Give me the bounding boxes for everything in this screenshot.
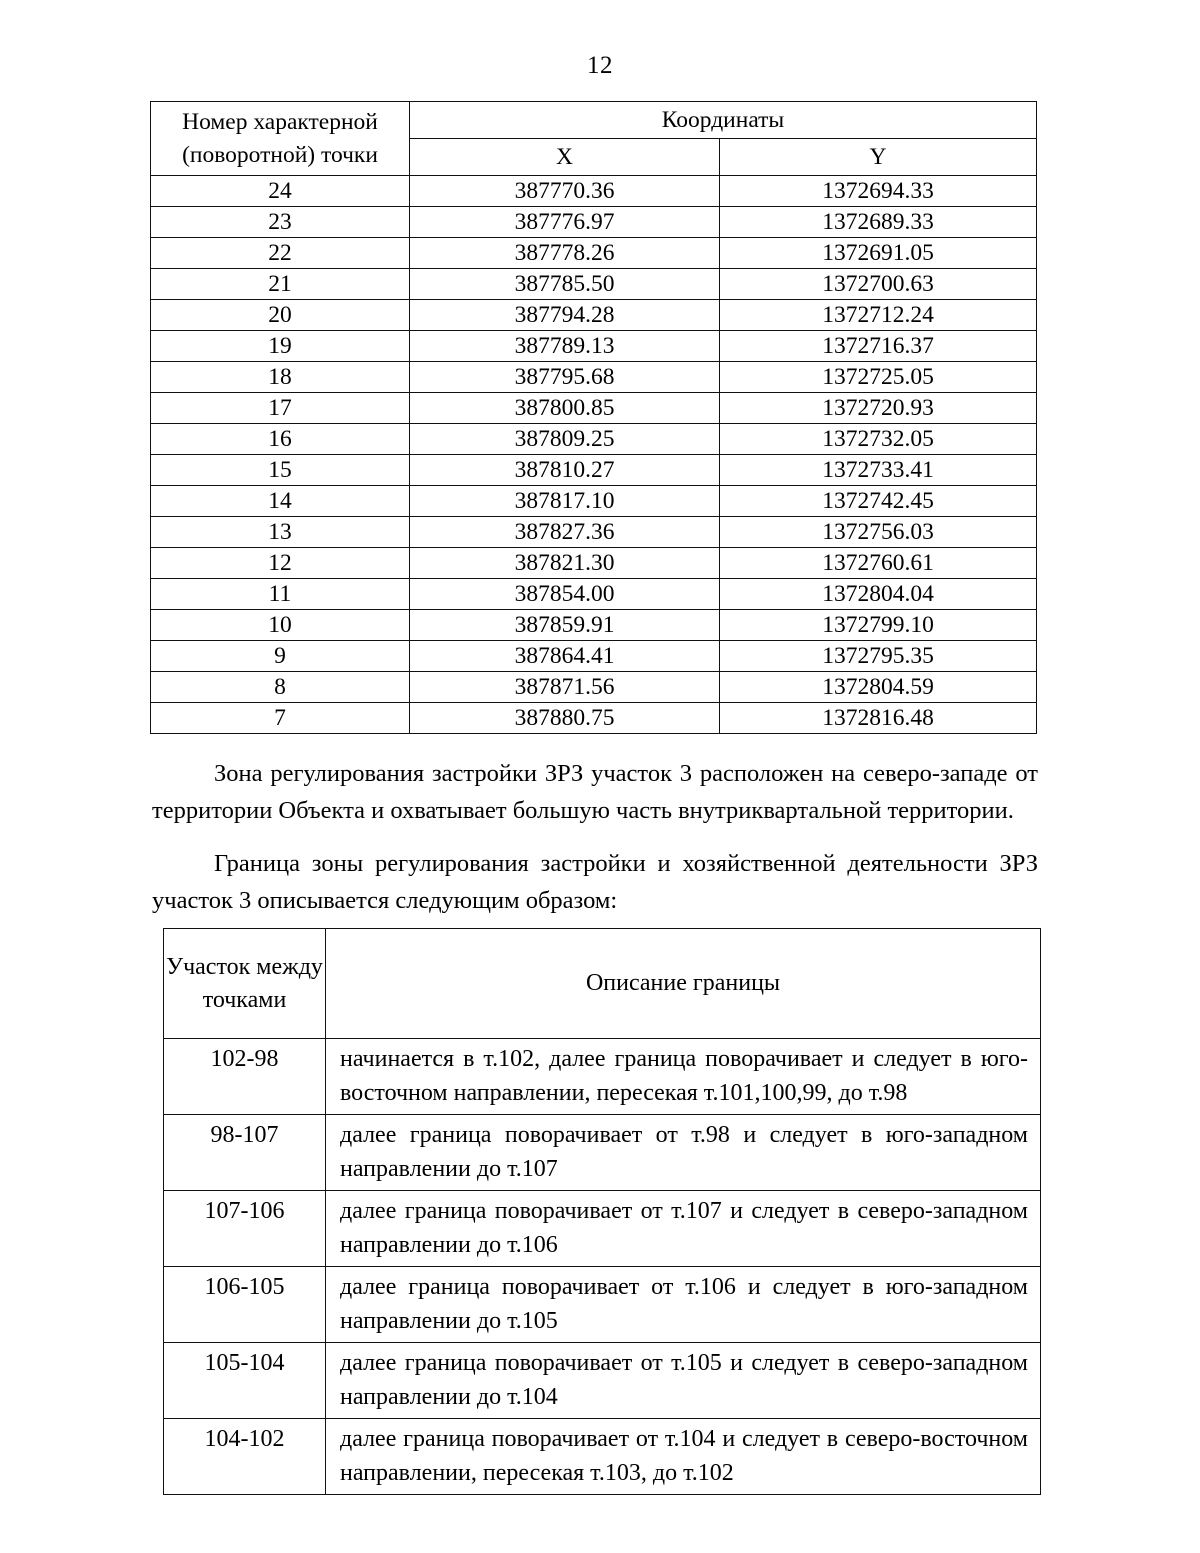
page-number: 12	[587, 52, 613, 79]
cell-x: 387854.00	[410, 579, 720, 610]
cell-point-number: 11	[151, 579, 410, 610]
cell-segment: 102-98	[164, 1039, 326, 1115]
cell-point-number: 18	[151, 362, 410, 393]
table-row	[151, 517, 1037, 548]
table-row	[164, 1267, 1041, 1343]
cell-y: 1372799.10	[720, 610, 1037, 641]
column-header-y: Y	[720, 139, 1037, 176]
cell-y: 1372689.33	[720, 207, 1037, 238]
cell-point-number: 23	[151, 207, 410, 238]
table-row	[151, 269, 1037, 300]
cell-segment: 107-106	[164, 1191, 326, 1267]
cell-x: 387864.41	[410, 641, 720, 672]
cell-x: 387785.50	[410, 269, 720, 300]
table-row	[151, 207, 1037, 238]
table-row	[164, 1115, 1041, 1191]
cell-y: 1372804.59	[720, 672, 1037, 703]
cell-segment: 106-105	[164, 1267, 326, 1343]
cell-x: 387871.56	[410, 672, 720, 703]
table-row	[151, 393, 1037, 424]
table-row	[151, 300, 1037, 331]
table-row	[151, 486, 1037, 517]
cell-point-number: 13	[151, 517, 410, 548]
table-row	[151, 176, 1037, 207]
cell-point-number: 10	[151, 610, 410, 641]
cell-point-number: 9	[151, 641, 410, 672]
cell-y: 1372742.45	[720, 486, 1037, 517]
cell-point-number: 16	[151, 424, 410, 455]
cell-point-number: 8	[151, 672, 410, 703]
cell-description: далее граница поворачивает от т.106 и следует в юго-западном направлении до т.105	[326, 1267, 1041, 1343]
cell-x: 387789.13	[410, 331, 720, 362]
cell-y: 1372712.24	[720, 300, 1037, 331]
table-row	[151, 331, 1037, 362]
cell-y: 1372694.33	[720, 176, 1037, 207]
cell-description: далее граница поворачивает от т.98 и следует в юго-западном направлении до т.107	[326, 1115, 1041, 1191]
coordinates-table	[150, 101, 1037, 734]
cell-point-number: 24	[151, 176, 410, 207]
table-header-row	[164, 929, 1041, 1039]
table-row	[151, 703, 1037, 734]
cell-point-number: 14	[151, 486, 410, 517]
table-row	[151, 610, 1037, 641]
cell-y: 1372804.04	[720, 579, 1037, 610]
cell-x: 387794.28	[410, 300, 720, 331]
cell-x: 387776.97	[410, 207, 720, 238]
table-row	[151, 238, 1037, 269]
cell-point-number: 12	[151, 548, 410, 579]
cell-y: 1372816.48	[720, 703, 1037, 734]
cell-y: 1372720.93	[720, 393, 1037, 424]
column-header-segment: Участок между точками	[164, 929, 326, 1039]
cell-y: 1372760.61	[720, 548, 1037, 579]
coordinates-table-head	[151, 102, 1037, 176]
paragraph-zone-location: Зона регулирования застройки ЗРЗ участок 3 расположен на северо-западе от территории Объекта и охватывает большую часть внутриквартальной территории.	[152, 760, 1038, 824]
table-header-row	[151, 102, 1037, 139]
table-row	[151, 548, 1037, 579]
table-row	[164, 1343, 1041, 1419]
cell-point-number: 15	[151, 455, 410, 486]
cell-point-number: 20	[151, 300, 410, 331]
cell-x: 387817.10	[410, 486, 720, 517]
cell-segment: 105-104	[164, 1343, 326, 1419]
table-row	[151, 672, 1037, 703]
border-description-table-body	[164, 929, 1041, 1495]
cell-x: 387810.27	[410, 455, 720, 486]
cell-y: 1372716.37	[720, 331, 1037, 362]
column-header-point-number: Номер характерной (поворотной) точки	[151, 102, 410, 176]
cell-point-number: 7	[151, 703, 410, 734]
table-row	[151, 455, 1037, 486]
cell-y: 1372732.05	[720, 424, 1037, 455]
cell-description: начинается в т.102, далее граница поворачивает и следует в юго-восточном направлении, пересекая т.101,100,99, до т.98	[326, 1039, 1041, 1115]
cell-x: 387800.85	[410, 393, 720, 424]
cell-point-number: 21	[151, 269, 410, 300]
cell-description: далее граница поворачивает от т.105 и следует в северо-западном направлении до т.104	[326, 1343, 1041, 1419]
column-header-x: X	[410, 139, 720, 176]
cell-description: далее граница поворачивает от т.107 и следует в северо-западном направлении до т.106	[326, 1191, 1041, 1267]
cell-point-number: 22	[151, 238, 410, 269]
cell-y: 1372795.35	[720, 641, 1037, 672]
cell-x: 387859.91	[410, 610, 720, 641]
cell-y: 1372725.05	[720, 362, 1037, 393]
cell-y: 1372733.41	[720, 455, 1037, 486]
cell-segment: 104-102	[164, 1419, 326, 1495]
cell-point-number: 17	[151, 393, 410, 424]
table-row	[164, 1191, 1041, 1267]
border-description-table	[163, 928, 1041, 1495]
cell-x: 387880.75	[410, 703, 720, 734]
cell-x: 387809.25	[410, 424, 720, 455]
column-header-description: Описание границы	[326, 929, 1041, 1039]
table-row	[164, 1419, 1041, 1495]
table-row	[151, 641, 1037, 672]
cell-x: 387821.30	[410, 548, 720, 579]
cell-x: 387795.68	[410, 362, 720, 393]
cell-x: 387778.26	[410, 238, 720, 269]
cell-y: 1372691.05	[720, 238, 1037, 269]
cell-x: 387770.36	[410, 176, 720, 207]
table-row	[164, 1039, 1041, 1115]
table-row	[151, 579, 1037, 610]
table-row	[151, 424, 1037, 455]
paragraph-boundary-intro: Граница зоны регулирования застройки и хозяйственной деятельности ЗРЗ участок 3 описывается следующим образом:	[152, 850, 1038, 914]
cell-y: 1372700.63	[720, 269, 1037, 300]
cell-point-number: 19	[151, 331, 410, 362]
coordinates-table-body	[151, 176, 1037, 734]
table-row	[151, 362, 1037, 393]
cell-segment: 98-107	[164, 1115, 326, 1191]
cell-y: 1372756.03	[720, 517, 1037, 548]
cell-description: далее граница поворачивает от т.104 и следует в северо-восточном направлении, пересекая т.103, до т.102	[326, 1419, 1041, 1495]
column-header-coordinates: Координаты	[410, 102, 1037, 139]
cell-x: 387827.36	[410, 517, 720, 548]
